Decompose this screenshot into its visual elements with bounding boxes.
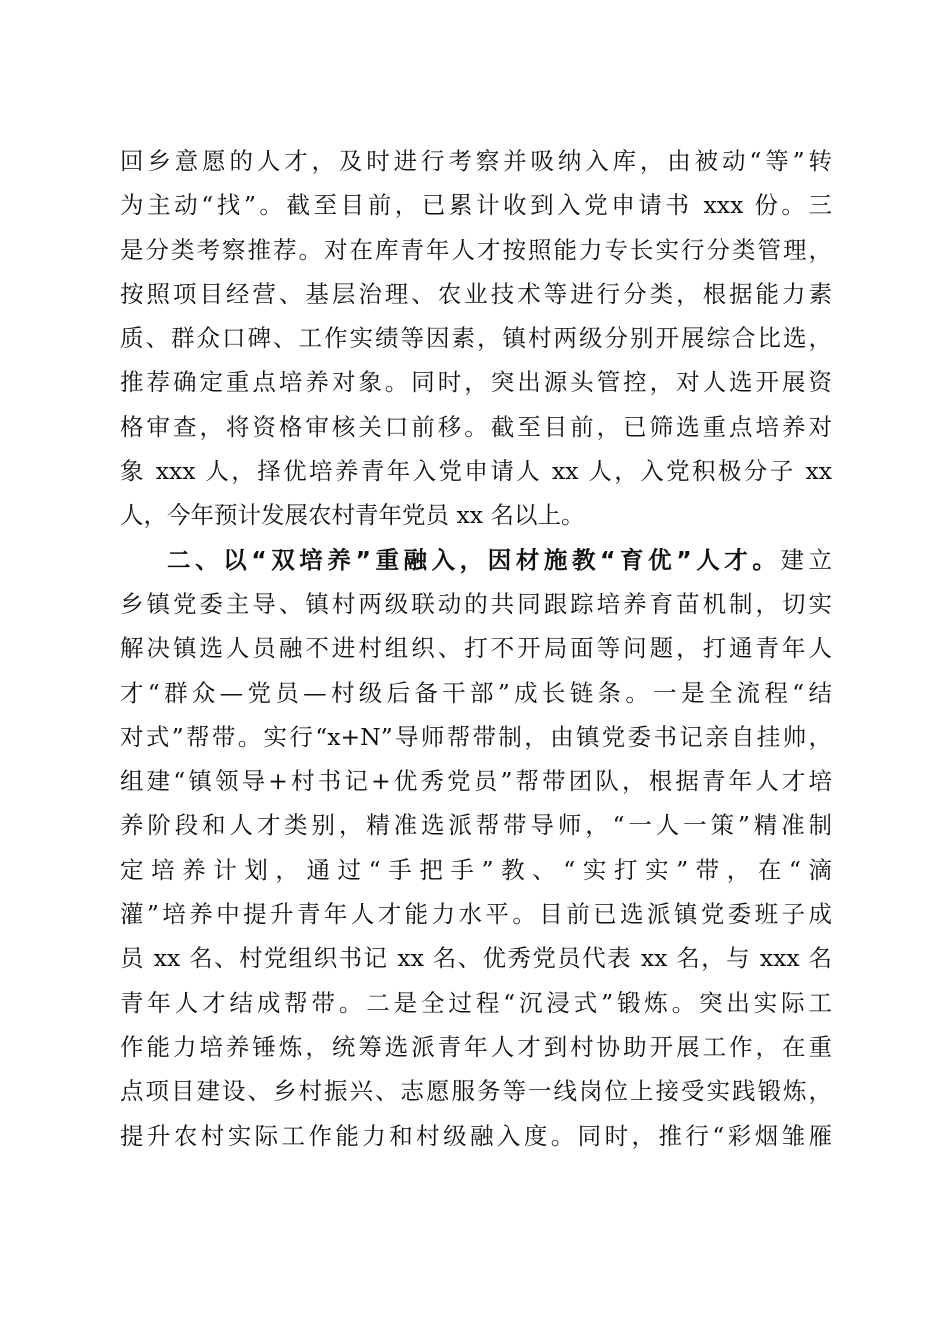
text-line: 是分类考察推荐。对在库青年人才按照能力专长实行分类管理， bbox=[120, 235, 832, 264]
text-line: 灌”培养中提升青年人才能力水平。目前已选派镇党委班子成 bbox=[120, 900, 832, 929]
text-line: 格审查，将资格审核关口前移。截至目前，已筛选重点培养对 bbox=[120, 412, 832, 441]
text-line: 为主动“找”。截至目前，已累计收到入党申请书 xxx 份。三 bbox=[120, 191, 832, 220]
body-text bbox=[120, 139, 832, 1158]
text-line: 质、群众口碑、工作实绩等因素，镇村两级分别开展综合比选， bbox=[120, 324, 832, 353]
text-line: 员 xx 名、村党组织书记 xx 名、优秀党员代表 xx 名，与 xxx 名 bbox=[120, 944, 832, 973]
text-line: 乡镇党委主导、镇村两级联动的共同跟踪培养育苗机制，切实 bbox=[120, 589, 832, 618]
text-line: 提升农村实际工作能力和村级融入度。同时，推行“彩烟雏雁 bbox=[120, 1121, 832, 1150]
text-line: 对式”帮带。实行“x+N”导师帮带制，由镇党委书记亲自挂帅， bbox=[120, 722, 832, 751]
text-run: 建立 bbox=[780, 545, 833, 574]
text-line: 养阶段和人才类别，精准选派帮带导师，“一人一策”精准制 bbox=[120, 811, 832, 840]
text-line: 回乡意愿的人才，及时进行考察并吸纳入库，由被动“等”转 bbox=[120, 147, 832, 175]
text-line: 象 xxx 人，择优培养青年入党申请人 xx 人，入党积极分子 xx bbox=[120, 457, 832, 486]
paragraph-1 bbox=[120, 139, 832, 538]
text-line: 定培养计划，通过“手把手”教、“实打实”带，在“滴 bbox=[120, 855, 832, 884]
text-line: 青年人才结成帮带。二是全过程“沉浸式”锻炼。突出实际工 bbox=[120, 988, 832, 1017]
text-line: 人，今年预计发展农村青年党员 xx 名以上。 bbox=[120, 501, 585, 530]
paragraph-2 bbox=[120, 538, 832, 1158]
paragraph-first-line bbox=[120, 538, 832, 582]
section-heading: 二、以“双培养”重融入，因材施教“育优”人才。 bbox=[167, 545, 781, 574]
text-line: 组建“镇领导+村书记+优秀党员”帮带团队，根据青年人才培 bbox=[120, 767, 832, 796]
text-line: 才“群众—党员—村级后备干部”成长链条。一是全流程“结 bbox=[120, 678, 832, 707]
text-line: 作能力培养锤炼，统筹选派青年人才到村协助开展工作，在重 bbox=[120, 1032, 832, 1061]
text-line: 推荐确定重点培养对象。同时，突出源头管控，对人选开展资 bbox=[120, 368, 832, 397]
text-line: 解决镇选人员融不进村组织、打不开局面等问题，打通青年人 bbox=[120, 634, 832, 663]
text-line: 按照项目经营、基层治理、农业技术等进行分类，根据能力素 bbox=[120, 279, 832, 308]
text-line: 点项目建设、乡村振兴、志愿服务等一线岗位上接受实践锻炼， bbox=[120, 1077, 832, 1106]
